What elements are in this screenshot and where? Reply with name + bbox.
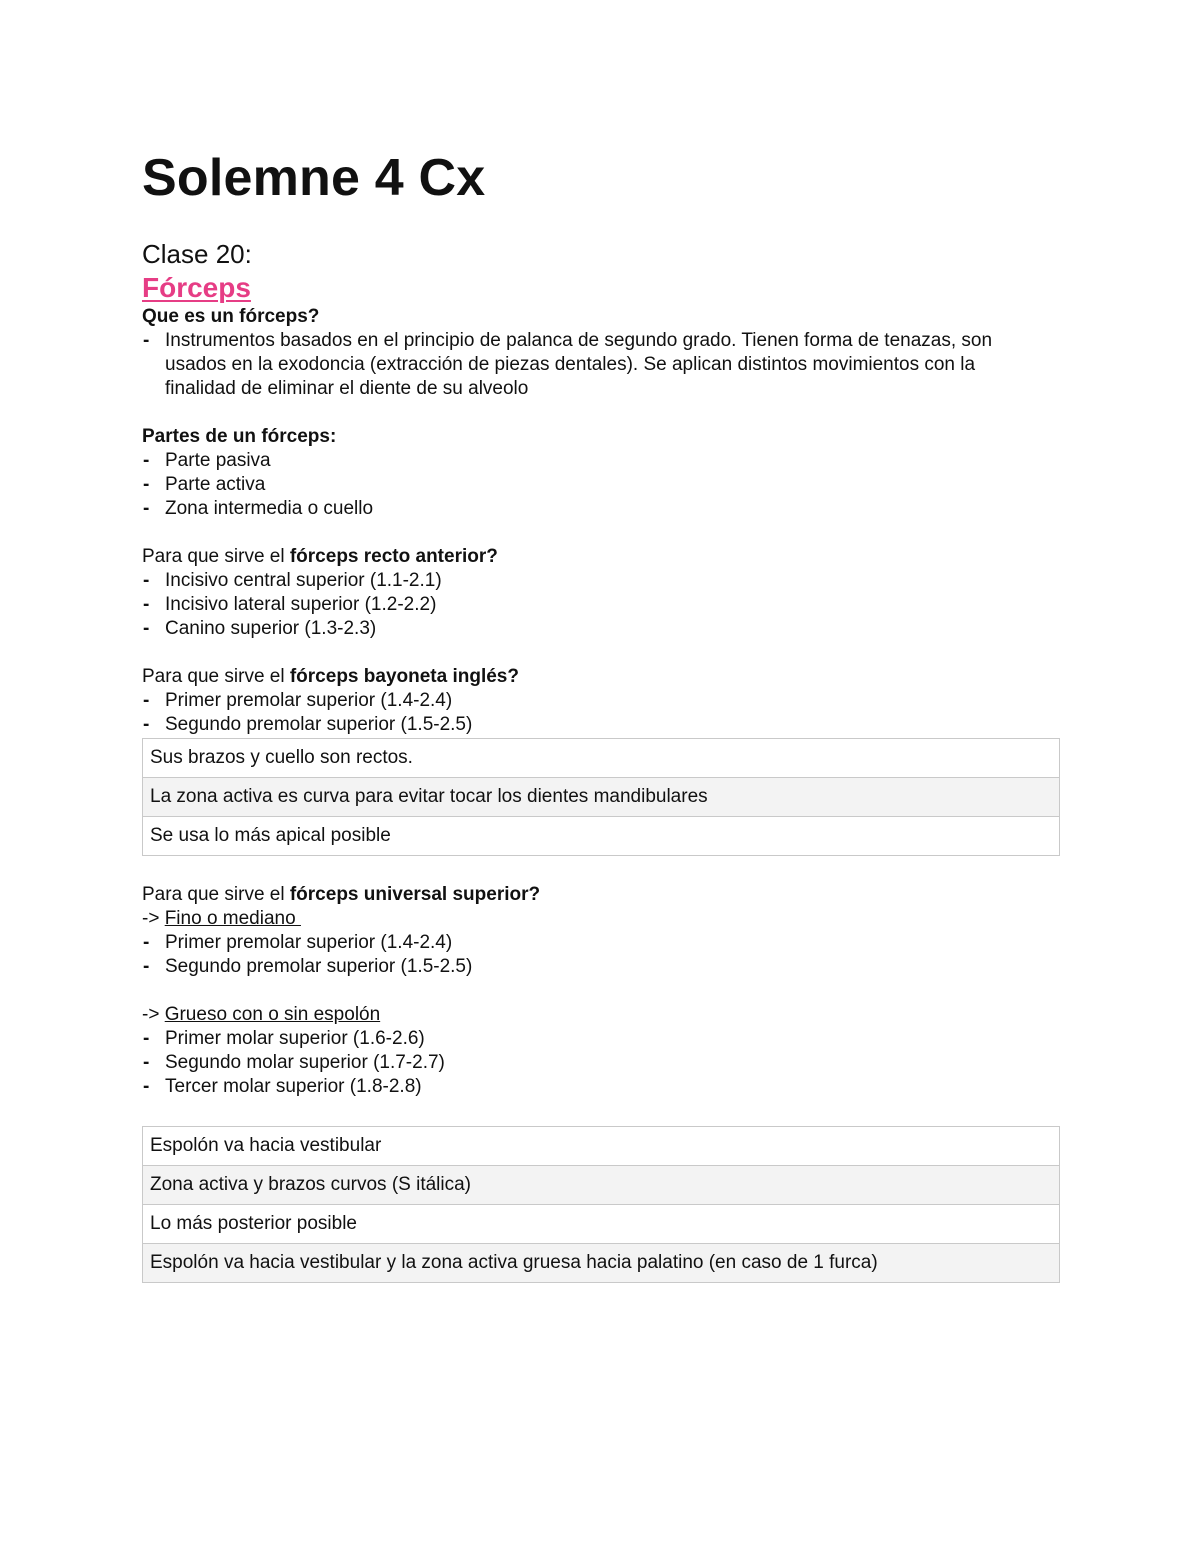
fine-list [142,931,1060,979]
list-item: - Segundo premolar superior (1.5-2.5) [142,955,1060,979]
list-item: - Segundo molar superior (1.7-2.7) [142,1051,1060,1075]
thick-subheading [142,1003,1060,1027]
bayoneta-notes-table [142,738,1060,856]
parts-heading: Partes de un fórceps: [142,426,337,447]
class-label: Clase 20: [142,239,252,269]
universal-notes-table [142,1126,1060,1283]
table-cell: Sus brazos y cuello son rectos. [143,739,1060,778]
table-row [143,1244,1060,1283]
bayoneta-list [142,689,1060,737]
table-row [143,1166,1060,1205]
question-prefix: Para que sirve el [142,546,290,567]
table-cell: Se usa lo más apical posible [143,817,1060,856]
list-item: - Segundo premolar superior (1.5-2.5) [142,713,1060,737]
parts-list [142,449,1060,521]
table-cell: Zona activa y brazos curvos (S itálica) [143,1166,1060,1205]
thick-label: Grueso con o sin espolón [164,1004,381,1025]
thick-list [142,1027,1060,1099]
list-item: - Instrumentos basados en el principio de palanca de segundo grado. Tienen forma de tenazas, son usados en la exodoncia (extracción de piezas dentales). Se aplican distintos movimientos con la finalidad de eliminar el diente de su alveolo [142,329,1025,401]
list-item: - Primer molar superior (1.6-2.6) [142,1027,1060,1051]
table-row [143,817,1060,856]
forceps-name: fórceps universal superior? [289,884,541,905]
section-heading: Fórceps [142,272,251,303]
list-item: - Primer premolar superior (1.4-2.4) [142,689,1060,713]
table-row [143,1205,1060,1244]
forceps-name: fórceps bayoneta inglés? [289,666,519,687]
list-item: - Tercer molar superior (1.8-2.8) [142,1075,1060,1099]
table-cell: Espolón va hacia vestibular [143,1127,1060,1166]
question-prefix: Para que sirve el [142,666,290,687]
arrow: -> [142,1004,165,1025]
list-item: - Primer premolar superior (1.4-2.4) [142,931,1060,955]
question-prefix: Para que sirve el [142,884,290,905]
table-cell: Espolón va hacia vestibular y la zona activa gruesa hacia palatino (en caso de 1 furca) [143,1244,1060,1283]
fine-label: Fino o mediano [164,908,301,929]
forceps-name: fórceps recto anterior? [289,546,498,567]
document-title: Solemne 4 Cx [142,149,486,207]
list-item: - Incisivo central superior (1.1-2.1) [142,569,1060,593]
universal-question [142,883,1060,907]
bayoneta-question [142,665,1060,689]
list-item: - Incisivo lateral superior (1.2-2.2) [142,593,1060,617]
table-row [143,1127,1060,1166]
question-what-is: Que es un fórceps? [142,306,320,327]
table-cell: La zona activa es curva para evitar tocar los dientes mandibulares [143,778,1060,817]
arrow: -> [142,908,165,929]
list-item: - Canino superior (1.3-2.3) [142,617,1060,641]
table-cell: Lo más posterior posible [143,1205,1060,1244]
recto-list [142,569,1060,641]
recto-question [142,545,1060,569]
list-item: - Parte activa [142,473,1060,497]
answer-list [142,329,1060,401]
table-row [143,739,1060,778]
list-item: - Parte pasiva [142,449,1060,473]
list-item: - Zona intermedia o cuello [142,497,1060,521]
table-row [143,778,1060,817]
fine-subheading [142,907,1060,931]
document-body [142,237,1060,1283]
